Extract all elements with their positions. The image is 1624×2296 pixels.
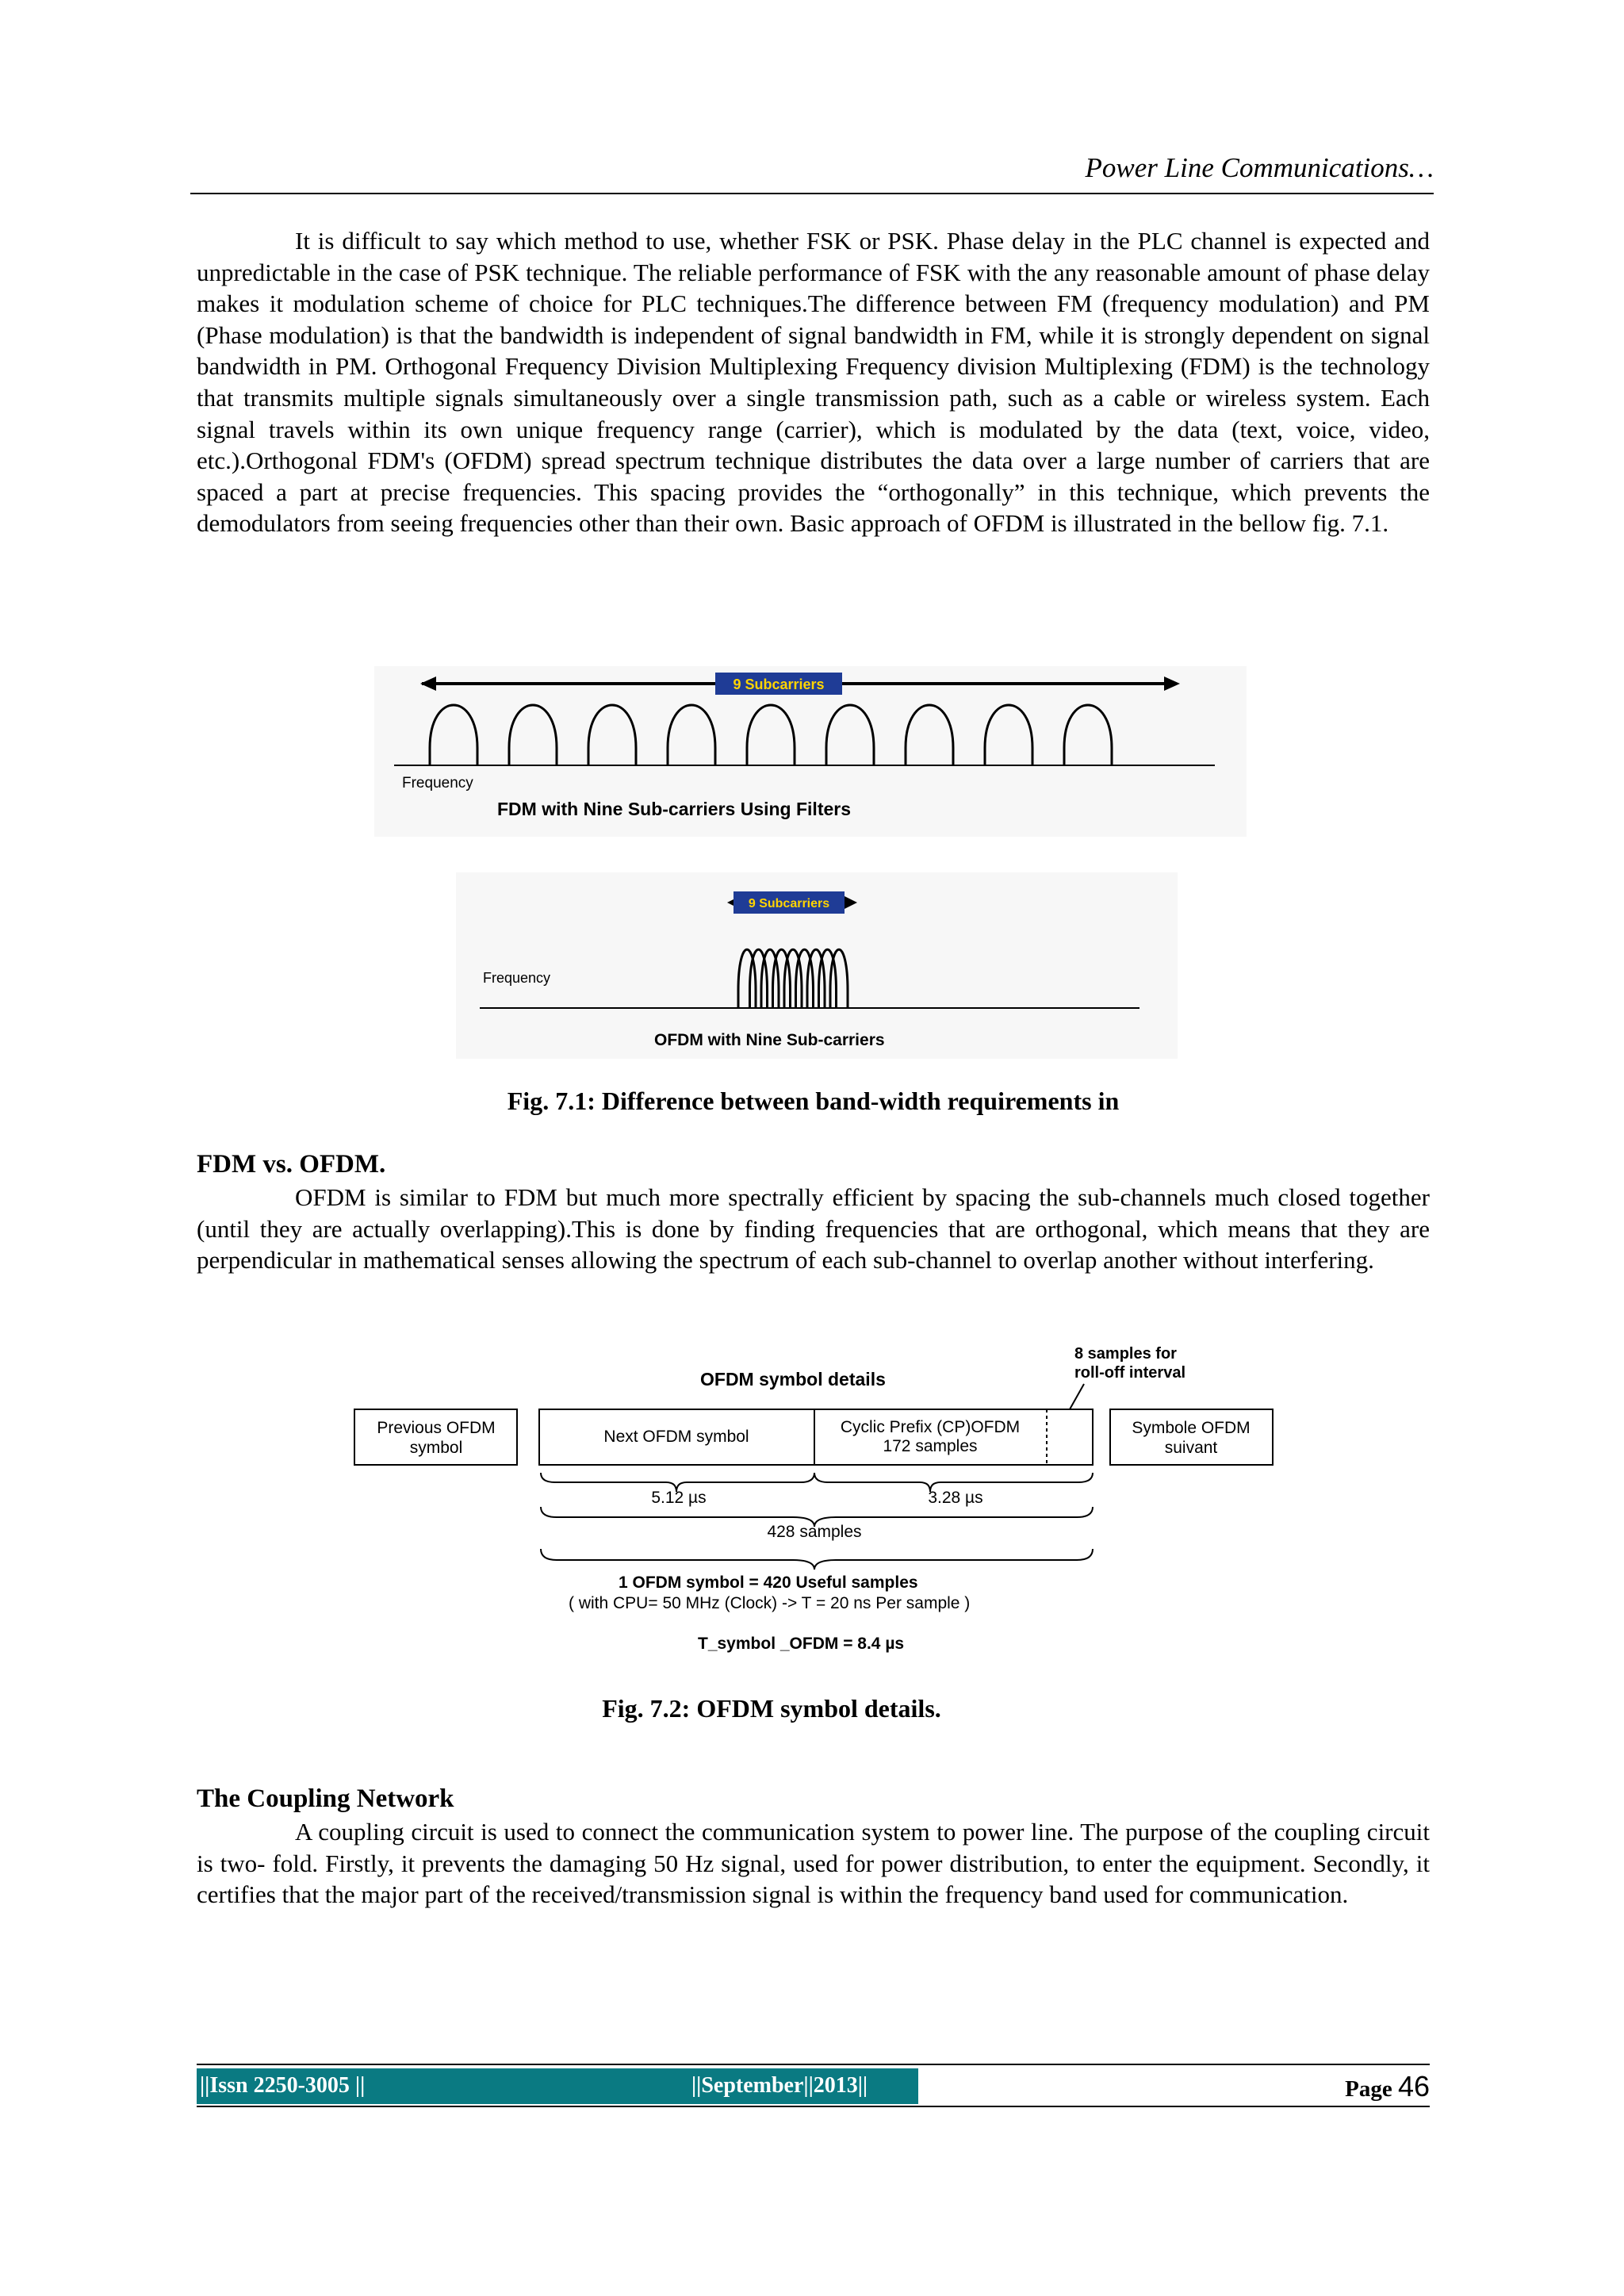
clock-line: ( with CPU= 50 MHz (Clock) -> T = 20 ns Per sample ) (569, 1594, 971, 1612)
paragraph-coupling-circuit: A coupling circuit is used to connect the communication system to power line. The purpose of the coupling circuit is two- fold. Firstly, it prevents the damaging 50 Hz signal, used for power distribution, to enter the equipment. Secondly, it certifies that the major part of the received/transmission signal is within the frequency band used for communication. (197, 1818, 1430, 1909)
header-rule (190, 193, 1434, 194)
cp-time-label: 3.28 µs (928, 1489, 983, 1507)
paragraph-ofdm-spectral: OFDM is similar to FDM but much more spectrally efficient by spacing the sub-channels much closed together (until they are actually overlapping).This is done by finding frequencies that are orthogonal, which means that they are perpendicular in mathematical senses allowing the spectrum of each sub-channel to overlap another without interfering. (197, 1183, 1430, 1274)
useful-time-label: 5.12 µs (651, 1489, 707, 1507)
fig-7-2-caption: Fig. 7.2: OFDM symbol details. (602, 1694, 941, 1723)
footer-date: ||September||2013|| (691, 2073, 868, 2098)
cyclic-prefix-line1: Cyclic Prefix (CP)OFDM (840, 1418, 1021, 1436)
fdm-frequency-label: Frequency (402, 775, 473, 792)
fdm-nine-subcarriers-figure (374, 666, 1247, 837)
suivant-line2: suivant (1164, 1439, 1218, 1457)
body-text-block-2 (197, 1182, 1430, 1276)
fig-7-1-caption: Fig. 7.1: Difference between band-width requirements in (507, 1087, 1120, 1115)
fig-7-1-caption-continuation: FDM vs. OFDM. (197, 1150, 386, 1179)
fdm-figure-title: FDM with Nine Sub-carriers Using Filters (497, 799, 852, 819)
footer-page (1237, 2070, 1430, 2103)
useful-samples-line: 1 OFDM symbol = 420 Useful samples (619, 1573, 918, 1592)
body-text-block-3 (197, 1816, 1430, 1911)
cyclic-prefix-line2: 172 samples (883, 1437, 978, 1455)
body-text-block-1 (197, 225, 1430, 539)
symbol-details-title: OFDM symbol details (700, 1369, 886, 1389)
previous-symbol-line1: Previous OFDM (377, 1419, 496, 1437)
suivant-line1: Symbole OFDM (1132, 1419, 1251, 1437)
ofdm-figure-title: OFDM with Nine Sub-carriers (654, 1031, 885, 1049)
fdm-badge-label: 9 Subcarriers (733, 677, 825, 692)
rolloff-note-line1: 8 samples for (1074, 1345, 1177, 1363)
footer-bottom-rule (197, 2106, 1430, 2107)
footer-issn: ||Issn 2250-3005 || (200, 2073, 366, 2098)
footer-page-label: Page (1345, 2076, 1392, 2102)
total-samples-label: 428 samples (767, 1523, 862, 1541)
section-heading-coupling-network: The Coupling Network (197, 1784, 454, 1813)
ofdm-badge-label: 9 Subcarriers (748, 897, 830, 910)
paragraph-fsk-psk: It is difficult to say which method to use, whether FSK or PSK. Phase delay in the PLC channel is expected and unpredictable in the case of PSK technique. The reliable performance of FSK with the any reasonable amount of phase delay makes it modulation scheme of choice for PLC techniques.The difference between FM (frequency modulation) and PM (Phase modulation) is that the bandwidth is independent of signal bandwidth in FM, while it is strongly dependent on signal bandwidth in PM. Orthogonal Frequency Division Multiplexing Frequency division Multiplexing (FDM) is the technology that transmits multiple signals simultaneously over a single transmission path, such as a cable or wireless system. Each signal travels within its own unique frequency range (carrier), which is modulated by the data (text, voice, video, etc.).Orthogonal FDM's (OFDM) spread spectrum technique distributes the data over a large number of carriers that are spaced a part at precise frequencies. This spacing provides the “orthogonally” in this technique, which prevents the demodulators from seeing frequencies other than their own. Basic approach of OFDM is illustrated in the bellow fig. 7.1. (197, 227, 1430, 538)
rolloff-note-line2: roll-off interval (1074, 1364, 1186, 1382)
ofdm-frequency-label: Frequency (483, 970, 551, 986)
next-symbol-label: Next OFDM symbol (603, 1428, 749, 1446)
footer-top-rule (197, 2064, 1430, 2065)
previous-symbol-line2: symbol (409, 1439, 463, 1457)
running-header: Power Line Communications… (1085, 152, 1434, 183)
ofdm-symbol-details-figure (349, 1336, 1285, 1669)
ofdm-nine-subcarriers-figure (456, 872, 1178, 1059)
footer-page-number: 46 (1397, 2070, 1430, 2102)
symbol-summary-brace (541, 1549, 1093, 1570)
tsymbol-line: T_symbol _OFDM = 8.4 µs (698, 1635, 905, 1653)
